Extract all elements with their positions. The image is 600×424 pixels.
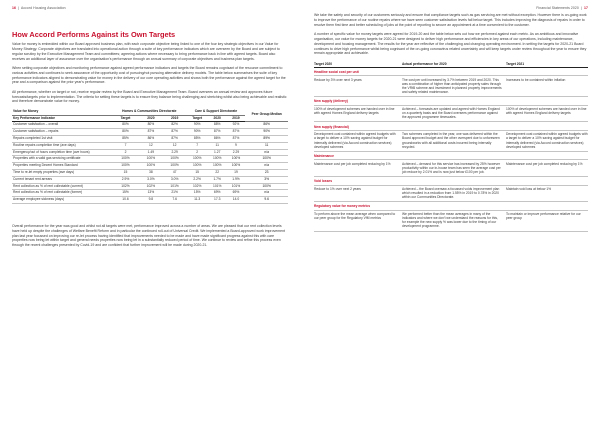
target-2021-cell: Increases to be contained within inflation [506,77,566,82]
subheader-hc-2019: 2019 [163,115,187,122]
kpi-value-cell: 101% [163,183,187,190]
kpi-value-cell: 11.3 [187,197,208,204]
kpi-value-cell: 100% [227,156,246,163]
targets-section-title: Void losses [314,177,588,186]
kpi-value-cell: n/a [245,163,288,170]
running-head-title-left: Accord Housing Association [20,6,66,10]
left-running-head: 16 | Accord Housing Association [12,6,66,10]
kpi-value-cell: 86% [139,135,163,142]
table-row [12,135,288,142]
kpi-value-cell: 85% [112,135,139,142]
right-paragraph-1: We take the safety and security of our customers seriously and ensure that compliance targets such as gas servicing are met without exception. However there is on-going work to improve the performance of our routine repairs where we have seen customer satisfaction levels fall below target. This includes improving the diagnosis of repairs in order to resolve them first time and better scheduling of jobs at the point of reporting to secure an appointment at a time convenient to the customer. [314,13,587,27]
right-running-head: Financial Statements 2020 | 17 [536,6,588,10]
kpi-value-cell: 2 [187,149,208,156]
group-homes-communities: Homes & Communities Directorate [112,109,187,115]
kpi-label-cell: Properties meeting Decent Homes Standard [12,163,112,170]
kpi-value-cell: 100% [208,163,227,170]
kpi-value-cell: 86% [208,135,227,142]
kpi-value-cell: 10.6 [112,197,139,204]
kpi-value-cell: 19 [227,169,246,176]
actual-2020-cell: Two schemes completed in the year, one was delivered within the Board approved budget and the other overspent due to unforeseen groundworks with all additional costs incurred being internally recycled. [402,132,500,149]
targets-row [314,131,588,152]
targets-header-row [314,61,588,68]
kpi-value-cell: 87% [163,135,187,142]
right-page [300,0,600,424]
kpi-value-cell: 100% [187,156,208,163]
target-2021-cell: Maintenance cost per job completed reducing by 1% [506,161,583,166]
targets-section-title: New supply (financial) [314,122,588,131]
kpi-table-body [12,122,288,204]
kpi-value-cell: 90% [245,129,288,136]
kpi-value-cell: 21% [163,190,187,197]
kpi-value-cell: 15 [112,169,139,176]
kpi-value-cell: 101% [208,183,227,190]
table-row [12,122,288,129]
closing-paragraph: Overall performance for the year was good and whilst not all targets were met, performance improved across a number of areas. We are pleased that our rent collection levels have held up despite the challenges of Welfare Benefit Reform and in particular the continued roll-out of Universal Credit. We implemented a Board-approved work improvement plan last year focussed on improving our re-let process having identified that improvements needed to be made and have made significant progress against this with care properties now being let within target and general needs properties now being let in a substantially reduced period of time. We continue to review and refine this process even through the recent challenges presented by Covid-19 and are confident that further improvement will be made during 2020-21. [12,223,286,248]
table-row [12,129,288,136]
kpi-value-cell: 87% [208,129,227,136]
kpi-value-cell: 87% [227,135,246,142]
kpi-label-cell: Routine repairs completion time (ave days) [12,142,112,149]
kpi-value-cell: 85% [187,135,208,142]
subheader-hc-target: Target [112,115,139,122]
page-number-left: 16 [12,6,16,10]
actual-2020-cell: We performed better than the mean averages in many of the indicators and where we don't we understand the reasons for this, for example the new supply % was lower due to the timing of our development programme. [402,212,498,229]
kpi-value-cell: 86% [245,122,288,129]
kpi-label-cell: Repairs completed 1st visit [12,135,112,142]
actual-2020-cell: The cost per unit increased by 3.7% between 2019 and 2020. This was a combination of higher than anticipated property sales through the VRtB scheme and investment in planned property improvements and safety related maintenance. [402,77,502,94]
kpi-value-cell: 9.8 [139,197,163,204]
kpi-value-cell: 102% [139,183,163,190]
targets-section-title: Regulatory value for money metrics [314,202,588,211]
subheader-cs-2020: 2020 [208,115,227,122]
kpi-value-cell: 9 [227,142,246,149]
kpi-label-cell: Rent collection as % of rent collectable (former) [12,190,112,197]
targets-section-title: Maintenance [314,152,588,161]
kpi-value-cell: 100% [245,183,288,190]
target-2021-cell: To maintain or improve performance relative for our peer group [506,212,581,221]
kpi-value-cell: 80% [112,129,139,136]
kpi-value-cell: 11 [245,142,288,149]
targets-table-body [314,68,588,232]
page-number-right: 17 [584,6,588,10]
targets-section-title: Headline social cost per unit [314,68,588,77]
kpi-value-cell: 100% [139,163,163,170]
target-2020-cell: Reduce by 3% over next 3 years [314,77,362,82]
kpi-value-cell: 69% [227,190,246,197]
kpi-value-cell: 100% [112,163,139,170]
table-row [12,183,288,190]
target-2020-cell: To perform above the mean average when compared to our peer group for the Regulatory VfM metrics [314,212,396,221]
table-row [12,197,288,204]
right-paragraph-2: A number of specific value for money targets were agreed for 2019-20 and the table below sets out how we performed against each metric. As an ambitious and innovative organisation, our value for money targets for 2020-21 were designed to deliver high performance and efficiencies in key areas of our operations, including maintenance, development and housing management. The results for the year are reflective of the challenging and changing operating environment. In setting the targets for 2020-21 Board continues to drive high performance whilst being cognisant of the on-going coronavirus related uncertainty and will keep targets under review throughout the year to ensure they remain appropriate and achievable. [314,32,587,56]
kpi-value-cell: 100% [208,156,227,163]
kpi-value-cell: 3.0% [139,176,163,183]
header-target-2021: Target 2021 [506,61,525,66]
kpi-label-cell: Time to re-let empty properties (ave days) [12,169,112,176]
kpi-value-cell: 1.7% [208,176,227,183]
target-2021-cell: Development cost contained within agreed budgets with a target to deliver a 10% saving against budget for internally delivered (via Accord construction services) developed schemes [506,132,588,149]
kpi-table [12,109,288,204]
header-actual-2020: Actual performance for 2020 [402,61,447,66]
table-row [12,176,288,183]
running-head-title-right: Financial Statements 2020 [536,6,579,10]
kpi-value-cell: 101% [227,183,246,190]
kpi-value-cell: 90% [187,129,208,136]
kpi-value-cell: 15% [187,190,208,197]
kpi-value-cell: 100% [245,156,288,163]
kpi-label-cell: Current tenant rent arrears [12,176,112,183]
kpi-value-cell: 2 [112,149,139,156]
targets-row [314,186,588,203]
actual-2020-cell: Achieved – demand for this service has increased by 25% however productivity within our in-house team has seen the average cost per job reduce by 2.01% and is now just below £100 per job. [402,161,501,174]
table-row [12,142,288,149]
table-row [12,190,288,197]
kpi-value-cell: 1.27 [208,149,227,156]
kpi-value-cell: 38 [139,169,163,176]
kpi-table-heading: Value for Money [12,109,112,115]
kpi-value-cell: 100% [139,156,163,163]
kpi-value-cell: n/a [245,190,288,197]
kpi-value-cell: 88% [208,122,227,129]
kpi-value-cell: 1.9% [227,176,246,183]
kpi-value-cell: 13% [139,190,163,197]
table-row [12,149,288,156]
kpi-value-cell: 102% [112,183,139,190]
kpi-label-cell: Rent collection as % of rent collectable (current) [12,183,112,190]
kpi-value-cell: 100% [163,156,187,163]
header-target-2020: Target 2020 [314,61,333,66]
kpi-value-cell: 2.29 [163,149,187,156]
targets-row [314,160,588,177]
kpi-value-cell: 9.6 [245,197,288,204]
kpi-value-cell: 92% [227,122,246,129]
subheader-hc-2020: 2020 [139,115,163,122]
kpi-value-cell: 47 [163,169,187,176]
kpi-value-cell: 102% [187,183,208,190]
target-2021-cell: 100% of development schemes are handed over in line with agreed Homes England delivery targets [506,107,587,116]
table-row [12,163,288,170]
kpi-value-cell: 100% [163,163,187,170]
kpi-value-cell: 3% [245,176,288,183]
kpi-value-cell: 69% [208,190,227,197]
kpi-value-cell: 2.9% [112,176,139,183]
right-column [314,13,588,232]
subheader-cs-target: Target [187,115,208,122]
target-2020-cell: Maintenance cost per job completed reducing by 1% [314,161,391,166]
kpi-value-cell: 12 [163,142,187,149]
kpi-value-cell: 22 [208,169,227,176]
kpi-value-cell: 17.3 [208,197,227,204]
target-2020-cell: 100% of development schemes are handed over in line with agreed Homes England delivery targets [314,107,395,116]
kpi-value-cell: 100% [187,163,208,170]
paragraph-2: When setting corporate objectives and monitoring performance against agreed performance indicators and targets the Board remains cognisant of the resource commitment to various activities and continues to seek assurance of the opportunity cost of pursuing/not pursuing alternative delivery models. The table below summarises the suite of key performance indicators aligned to demonstrating value for money in the delivery of our core operating activities and shows both the performance against the agreed target for the year and a comparison against the prior year's performance. [12,65,286,85]
kpi-label-cell: Customer satisfaction – repairs [12,129,112,136]
paragraph-1: Value for money is embedded within our Board approved business plan, with each corporate objective being linked to one of the four key strategic objectives in our Value for Money Strategy. Corporate objectives are translated into operational action through a suite of key performance indicators which are overseen by the Board and are subject to regular scrutiny by the Executive Management Team and committees; agreeing actions where necessary to bring performance back in line with agreed targets. Board also receives an additional layer of assurance over the organisation's performance through an annual summary of corporate objectives and business plan targets. [12,42,280,61]
kpi-value-cell: 2.2% [187,176,208,183]
kpi-value-cell: 100% [112,156,139,163]
kpi-label-cell: Emergency/out of hours completion time (ave hours) [12,149,112,156]
kpi-label-cell: Customer satisfaction – overall [12,122,112,129]
kpi-value-cell: 87% [139,129,163,136]
group-care-support: Care & Support Directorate [187,109,246,115]
kpi-value-cell: 100% [227,163,246,170]
paragraph-3: All performance, whether on target or not, receive regular review by the Board and Executive Management Team. Board oversees an annual review and approves future forecasts/targets prior to implementation. The criteria for setting these targets is to ensure they balance being challenging and stretching whilst also being achievable and realistic and therefore demonstrate value for money. [12,89,287,104]
subheader-kpi: Key Performance Indicator [12,115,112,122]
targets-row [314,211,588,232]
target-2020-cell: Reduce to 1% over next 2 years [314,186,361,191]
kpi-value-cell: 12 [139,142,163,149]
table-row [12,156,288,163]
target-2020-cell: Development cost contained within agreed budgets with a target to deliver a 10% saving against budget for internally delivered (via Accord construction services) developed schemes [314,132,396,149]
left-column [12,30,288,253]
kpi-value-cell: 7 [112,142,139,149]
group-peer-median: Peer Group Median [245,109,288,122]
actual-2020-cell: Achieved – forecasts are updated and agreed with Homes England on a quarterly basis and the Board oversees performance against the approved programme timescales. [402,107,500,120]
kpi-value-cell: 14.0 [227,197,246,204]
kpi-label-cell: Properties with a valid gas servicing certificate [12,156,112,163]
kpi-value-cell: 23 [245,169,288,176]
kpi-value-cell: 87% [227,129,246,136]
kpi-value-cell: 80% [112,122,139,129]
target-2021-cell: Maintain void loss at below 1% [506,186,552,191]
targets-table [314,61,588,232]
kpi-value-cell: 3.0% [163,176,187,183]
kpi-value-cell: 11 [208,142,227,149]
subheader-cs-2019: 2019 [227,115,246,122]
kpi-value-cell: 15% [112,190,139,197]
kpi-value-cell: n/a [245,149,288,156]
targets-section-title: New supply (delivery) [314,97,588,106]
targets-row [314,106,588,123]
kpi-value-cell: 80% [139,122,163,129]
kpi-value-cell: 82% [163,122,187,129]
kpi-value-cell: 15 [187,169,208,176]
kpi-value-cell: 7 [187,142,208,149]
kpi-value-cell: 90% [187,122,208,129]
kpi-value-cell: 7.6 [163,197,187,204]
table-row [12,169,288,176]
kpi-label-cell: Average employee sickness (days) [12,197,112,204]
kpi-value-cell: 87% [163,129,187,136]
kpi-value-cell: 2.29 [227,149,246,156]
actual-2020-cell: Achieved – the Board oversaw a focussed voids improvement plan which resulted in a reduction from 1.55% in 2019 to 0.78% in 2020 within our Communities Directorate. [402,186,500,200]
targets-row [314,76,588,97]
page-title: How Accord Performs Against its Own Targets [12,30,176,39]
kpi-value-cell: 1.49 [139,149,163,156]
kpi-value-cell: 89% [245,135,288,142]
